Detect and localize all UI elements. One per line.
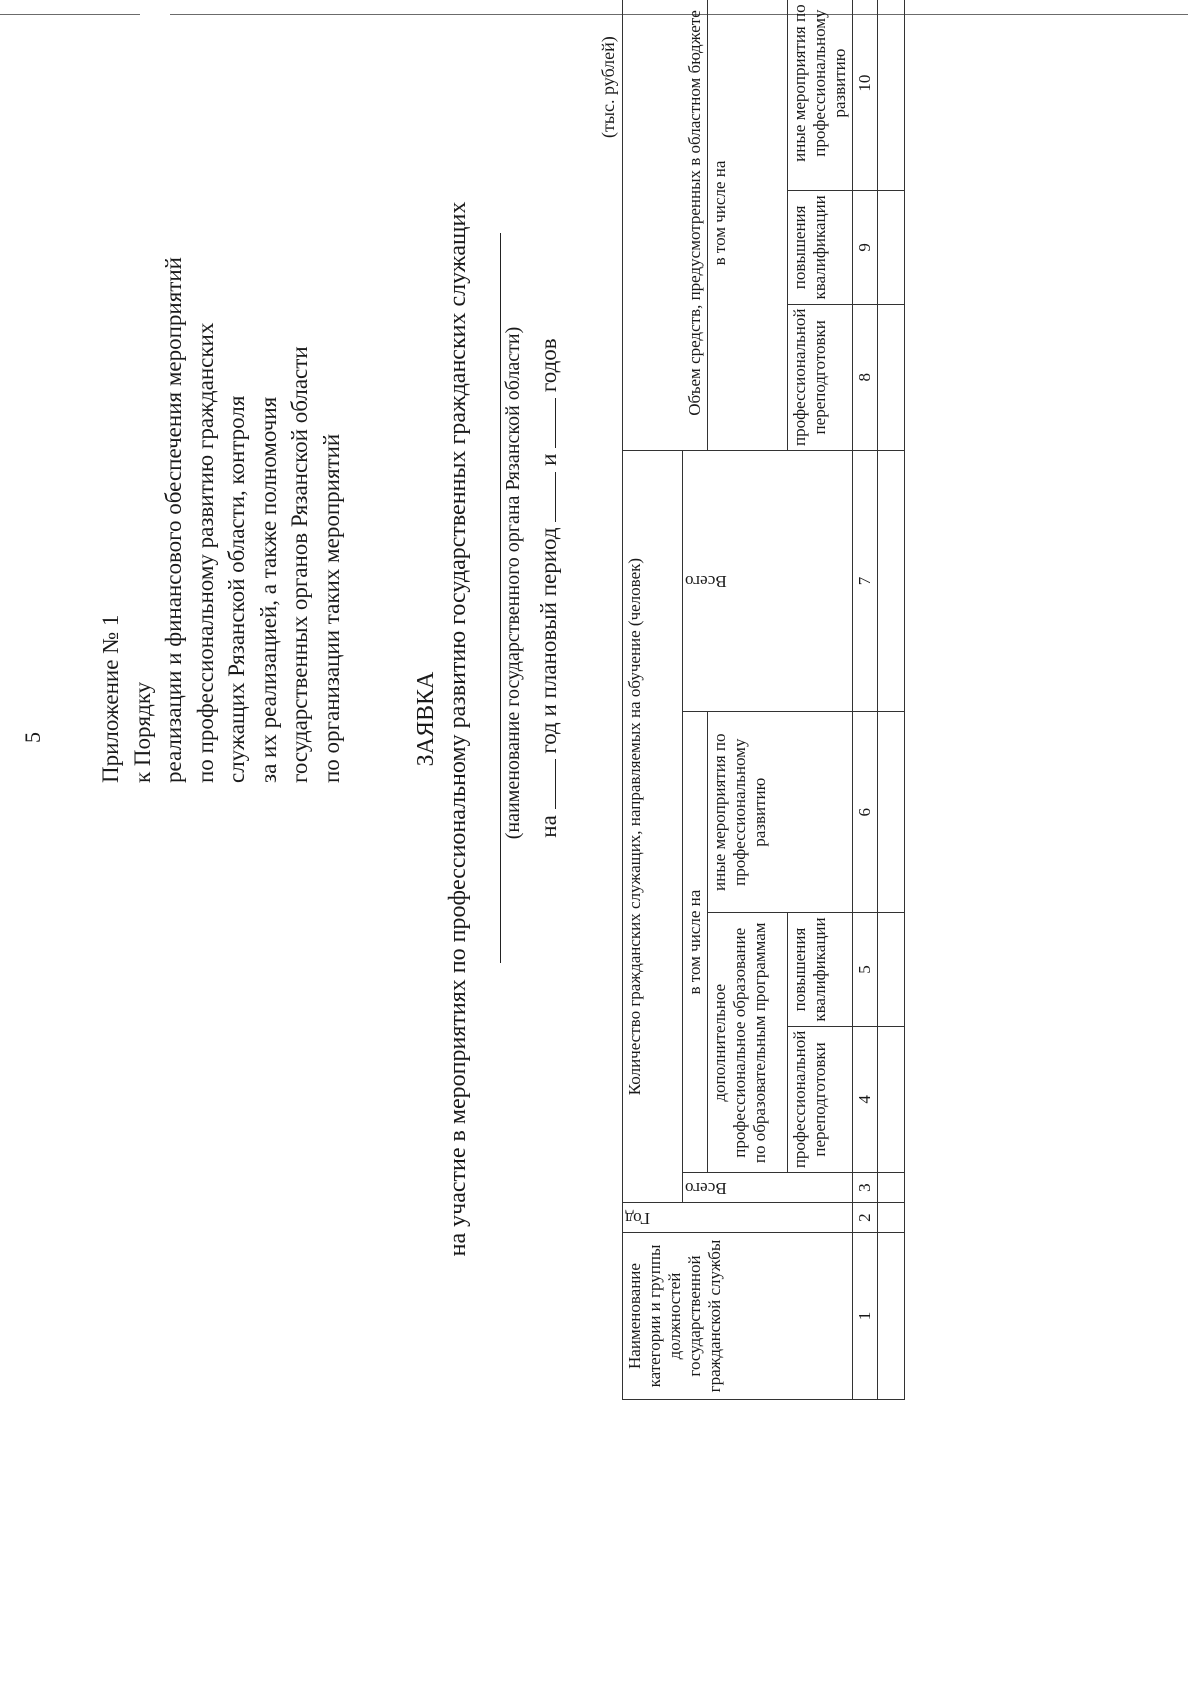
empty-data-row [878,0,905,1400]
units-label: (тыс. рублей) [598,36,618,138]
header-funds-total-text: Всего [685,572,727,592]
header-count-other-text: иные мероприятия по профессиональному развитию [710,733,769,891]
col-number: 5 [853,913,878,1026]
header-count-including [683,712,708,1173]
header-count-dpo-text: дополнительное профессиональное образование по образовательным программам [710,922,769,1164]
col-number: 9 [853,191,878,304]
header-funds-including-text: в том числе на [710,160,729,266]
header-count-retraining-text: профессиональной переподготовки [790,1030,829,1169]
col-number: 1 [853,1233,878,1400]
header-count-qualification [788,913,853,1026]
header-count-including-text: в том числе на [685,889,704,995]
empty-cell [878,1026,905,1173]
header-count-qualification-text: повышения квалификации [790,917,829,1022]
header-funds-including [708,0,788,451]
document-title [410,0,474,1698]
header-count-dpo [708,913,788,1173]
header-funds-group-spacer [623,0,683,451]
header-name [623,1233,853,1400]
empty-cell [878,451,905,712]
year-blank [537,472,556,522]
appendix-line: за их реализацией, а также полномочия [255,396,281,783]
col-number: 3 [853,1173,878,1203]
header-year-text: Год [625,1208,650,1228]
header-funds-qualification-text: повышения квалификации [790,195,829,300]
appendix-line: служащих Рязанской области, контроля [224,395,249,783]
header-count-total-text: Всего [685,1178,727,1198]
col-number: 6 [853,712,878,913]
column-number-row [853,0,878,1400]
title-sub: на участие в мероприятиях по профессиональному развитию государственных гражданских служащих [445,201,471,1257]
empty-cell [878,1203,905,1233]
header-funds-retraining [788,304,853,451]
header-count-retraining [788,1026,853,1173]
appendix-line: по профессиональному развитию гражданских [192,322,218,783]
empty-cell [878,913,905,1026]
appendix-line: Приложение № 1 [98,614,123,783]
period-mid1: год и плановый период [536,527,561,754]
appendix-line: государственных органов Рязанской области [287,346,312,783]
col-number: 8 [853,304,878,451]
period-mid2: и [536,453,561,466]
title-main: ЗАЯВКА [413,671,439,767]
empty-cell [878,1233,905,1400]
org-name-caption: (наименование государственного органа Рязанской области) [502,326,524,840]
header-funds-other [788,0,853,191]
header-funds-group [683,0,708,451]
header-count-total [683,1173,853,1203]
appendix-line: к Порядку [129,681,155,783]
header-count-group-text: Количество гражданских служащих, направляемых на обучение (человек) [625,557,644,1096]
header-funds-other-text: иные мероприятия по профессиональному развитию [790,4,849,162]
application-table [622,0,905,1400]
org-name-underline [500,233,501,963]
header-funds-qualification [788,191,853,304]
header-count-group [623,451,683,1203]
header-funds-group-text: Объем средств, предусмотренных в областном бюджете [684,10,704,416]
col-number: 7 [853,451,878,712]
col-number: 2 [853,1203,878,1233]
empty-cell [878,191,905,304]
appendix-block [95,23,347,783]
year-blank [537,398,556,448]
header-funds-retraining-text: профессиональной переподготовки [790,308,829,447]
period-prefix: на [536,815,561,838]
col-number: 10 [853,0,878,191]
empty-cell [878,0,905,191]
appendix-line: по организации таких мероприятий [318,433,344,783]
header-name-text: Наименование категории и группы должностей государственной гражданской службы [625,1239,724,1393]
period-suffix: годов [536,338,561,393]
header-funds-total [683,451,853,712]
header-year [623,1203,853,1233]
empty-cell [878,1173,905,1203]
year-blank [537,759,556,809]
empty-cell [878,304,905,451]
period-line [536,238,562,938]
empty-cell [878,712,905,913]
col-number: 4 [853,1026,878,1173]
page-number: 5 [20,732,45,743]
appendix-line: реализации и финансового обеспечения мероприятий [161,257,186,783]
header-count-other [708,712,853,913]
